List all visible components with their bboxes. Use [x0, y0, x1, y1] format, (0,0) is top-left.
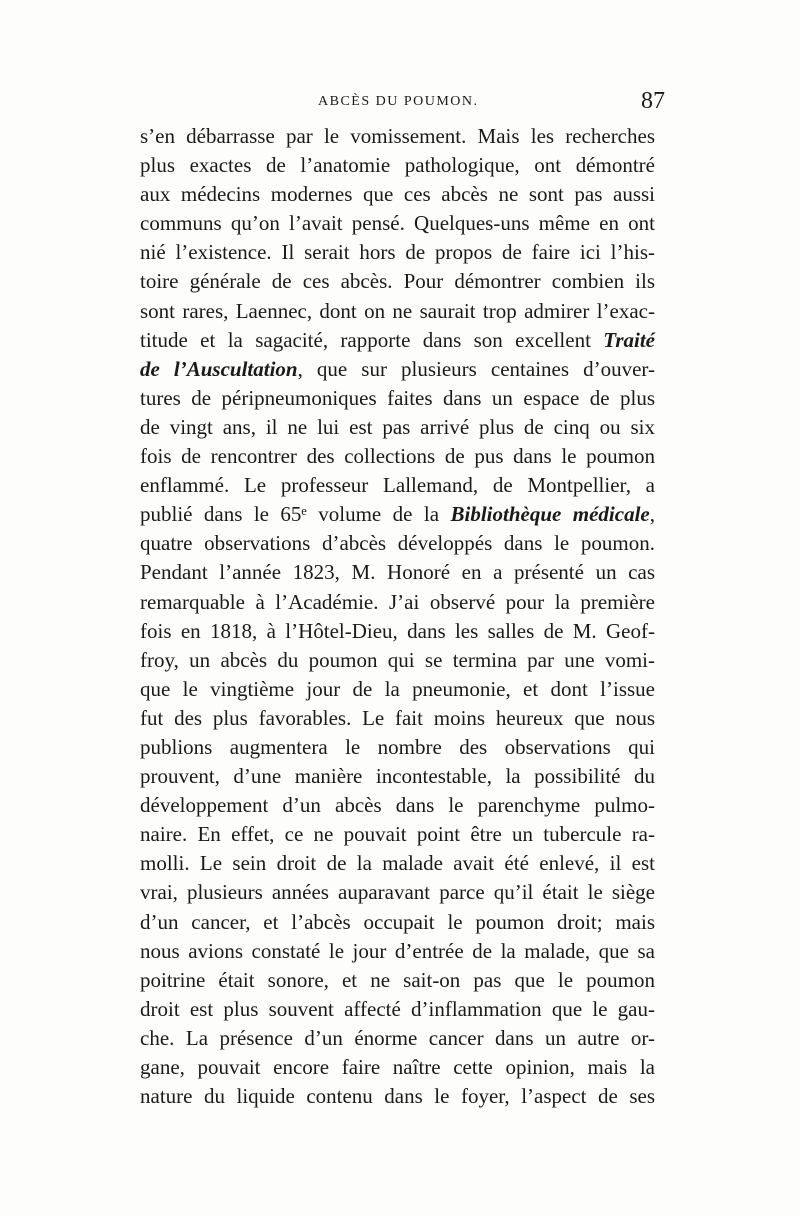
text-line [140, 646, 655, 675]
text-segment: che. La présence d’un énorme cancer dans un autre or- [140, 1025, 655, 1050]
text-line [140, 733, 655, 762]
text-segment: fois en 1818, à l’Hôtel-Dieu, dans les salles de M. Geof- [140, 618, 655, 643]
text-segment: droit est plus souvent affecté d’inflammation que le gau- [140, 996, 655, 1021]
text-segment: molli. Le sein droit de la malade avait été enlevé, il est [140, 851, 655, 876]
text-line [140, 849, 655, 878]
text-line [140, 238, 655, 267]
italic-title: Traité [603, 327, 655, 352]
text-segment: que le vingtième jour de la pneumonie, et dont l’issue [140, 676, 655, 701]
text-segment: sont rares, Laennec, dont on ne saurait trop admirer l’exac- [140, 298, 655, 323]
text-segment: Pendant l’année 1823, M. Honoré en a présenté un cas [140, 560, 655, 585]
text-line [140, 500, 655, 529]
text-segment: quatre observations d’abcès développés dans le poumon. [140, 531, 655, 556]
text-segment: nié l’existence. Il serait hors de propos de faire ici l’his- [140, 240, 655, 265]
running-head-title: ABCÈS DU POUMON. [318, 94, 479, 109]
text-line [140, 558, 655, 587]
text-line [140, 209, 655, 238]
page-number: 87 [641, 88, 665, 114]
text-line [140, 1024, 655, 1053]
text-segment: s’en débarrasse par le vomissement. Mais les recherches [140, 124, 655, 148]
text-segment: fois de rencontrer des collections de pus dans le poumon [140, 444, 655, 469]
body-text [140, 122, 655, 1111]
text-segment: d’un cancer, et l’abcès occupait le poumon droit; mais [140, 909, 655, 934]
text-segment: vrai, plusieurs années auparavant parce qu’il était le siège [140, 880, 655, 905]
text-segment: publions augmentera le nombre des observations qui [140, 734, 655, 759]
text-segment: tures de péripneumoniques faites dans un espace de plus [140, 385, 655, 410]
text-segment: prouvent, d’une manière incontestable, la possibilité du [140, 764, 655, 789]
text-line [140, 878, 655, 907]
text-segment: développement d’un abcès dans le parenchyme pulmo- [140, 793, 655, 818]
text-line [140, 966, 655, 995]
text-line [140, 908, 655, 937]
text-segment: de vingt ans, il ne lui est pas arrivé plus de cinq ou six [140, 414, 655, 439]
text-line [140, 675, 655, 704]
text-line [140, 151, 655, 180]
text-segment: toire générale de ces abcès. Pour démontrer combien ils [140, 269, 655, 294]
text-segment: , [649, 502, 655, 527]
text-segment: naire. En effet, ce ne pouvait point être un tubercule ra- [140, 822, 655, 847]
running-head [140, 88, 665, 116]
text-line [140, 471, 655, 500]
text-segment: publié dans le 65ᵉ volume de la [140, 502, 451, 527]
text-segment: nature du liquide contenu dans le foyer, l’aspect de ses [140, 1084, 655, 1109]
text-line [140, 355, 655, 384]
text-segment: aux médecins modernes que ces abcès ne sont pas aussi [140, 182, 655, 207]
text-segment: gane, pouvait encore faire naître cette opinion, mais la [140, 1055, 655, 1079]
text-segment: poitrine était sonore, et ne sait-on pas que le poumon [140, 967, 655, 992]
text-line [140, 413, 655, 442]
text-segment: , que sur plusieurs centaines d’ouver- [297, 356, 655, 381]
text-line [140, 820, 655, 849]
text-line [140, 442, 655, 471]
text-line [140, 995, 655, 1024]
text-segment: plus exactes de l’anatomie pathologique, ont démontré [140, 153, 655, 178]
text-line [140, 791, 655, 820]
text-segment: remarquable à l’Académie. J’ai observé pour la première [140, 589, 655, 614]
italic-title: de l’Auscultation [140, 356, 298, 381]
text-segment: nous avions constaté le jour d’entrée de la malade, que sa [140, 938, 655, 963]
text-line [140, 529, 655, 558]
text-line [140, 122, 655, 151]
text-line [140, 588, 655, 617]
text-line [140, 1053, 655, 1082]
text-line [140, 704, 655, 733]
text-line [140, 180, 655, 209]
italic-title: Bibliothèque médicale [450, 502, 650, 527]
text-line [140, 937, 655, 966]
text-line [140, 384, 655, 413]
text-line [140, 326, 655, 355]
text-segment: enflammé. Le professeur Lallemand, de Montpellier, a [140, 473, 655, 498]
text-segment: fut des plus favorables. Le fait moins heureux que nous [140, 705, 655, 730]
text-line [140, 1082, 655, 1111]
text-segment: communs qu’on l’avait pensé. Quelques-uns même en ont [140, 211, 655, 236]
text-line [140, 617, 655, 646]
text-line [140, 297, 655, 326]
text-line [140, 267, 655, 296]
text-line [140, 762, 655, 791]
text-segment: froy, un abcès du poumon qui se termina par une vomi- [140, 647, 655, 672]
text-segment: titude et la sagacité, rapporte dans son excellent [140, 327, 604, 352]
